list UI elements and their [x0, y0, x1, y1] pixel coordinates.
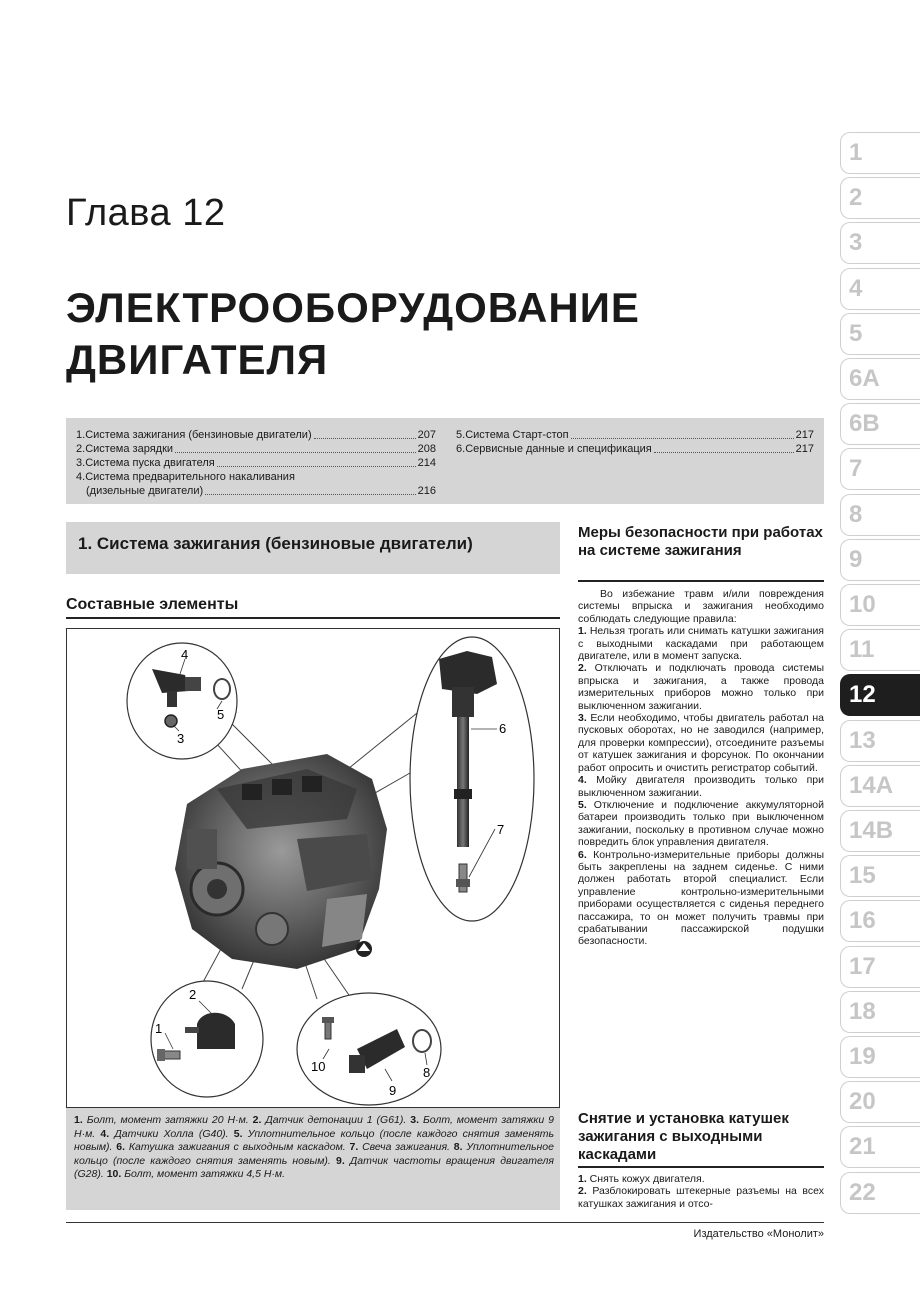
divider	[66, 617, 560, 619]
chapter-tab-13[interactable]: 13	[840, 720, 920, 762]
table-of-contents	[66, 418, 824, 504]
chapter-tab-10[interactable]: 10	[840, 584, 920, 626]
callout-10: 10	[311, 1059, 326, 1074]
toc-item[interactable]: 3.Система пуска двигателя 214	[76, 457, 436, 469]
chapter-tab-4[interactable]: 4	[840, 268, 920, 310]
divider	[578, 1166, 824, 1168]
toc-item[interactable]: 1.Система зажигания (бензиновые двигатели) 207	[76, 429, 436, 441]
chapter-tab-8[interactable]: 8	[840, 494, 920, 536]
components-figure	[66, 628, 560, 1108]
callout-2: 2	[189, 987, 197, 1002]
inset-knock-sensor	[151, 981, 263, 1097]
toc-item[interactable]: 6.Сервисные данные и спецификация 217	[456, 443, 814, 455]
section-title: 1. Система зажигания (бензиновые двигатели)	[78, 534, 473, 553]
safety-heading: Меры безопасности при работах на системе зажигания	[578, 524, 823, 559]
inset-speed-sensor	[297, 993, 441, 1105]
footer-divider	[66, 1222, 824, 1223]
callout-4: 4	[181, 647, 189, 662]
callout-8: 8	[423, 1065, 431, 1080]
components-heading: Составные элементы	[66, 596, 239, 613]
list-item: 1. Нельзя трогать или снимать катушки зажигания с выходными каскадами при работающем двигателе, или в момент запуска.	[578, 625, 824, 663]
chapter-tab-6a[interactable]: 6A	[840, 358, 920, 400]
chapter-tab-1[interactable]: 1	[840, 132, 920, 174]
toc-item[interactable]: 2.Система зарядки 208	[76, 443, 436, 455]
callout-5: 5	[217, 707, 225, 722]
inset-hall-sensor	[127, 643, 237, 759]
list-item: 4. Мойку двигателя производить только при выключенном зажигании.	[578, 774, 824, 799]
chapter-title	[66, 282, 640, 386]
engine-block-illustration	[175, 754, 387, 969]
callout-3: 3	[177, 731, 185, 746]
chapter-tab-11[interactable]: 11	[840, 629, 920, 671]
inset-ignition-coil	[410, 637, 534, 921]
callout-1: 1	[155, 1021, 163, 1036]
chapter-tab-19[interactable]: 19	[840, 1036, 920, 1078]
chapter-tab-18[interactable]: 18	[840, 991, 920, 1033]
figure-caption: 1. Болт, момент затяжки 20 Н·м. 2. Датчик детонации 1 (G61). 3. Болт, момент затяжки 9 Н·м. 4. Датчики Холла (G40). 5. Уплотнительное кольцо (после каждого снятия заменять новым). 6. Катушка зажигания с выходным каскадом. 7. Свеча зажигания. 8. Уплотнительное кольцо (после каждого снятия заменять новым). 9. Датчик частоты вращения двигателя (G28). 10. Болт, момент затяжки 4,5 Н·м.	[74, 1114, 554, 1180]
list-item: 1. Снять кожух двигателя.	[578, 1173, 705, 1185]
removal-heading: Снятие и установка катушек зажигания с выходными каскадами	[578, 1110, 789, 1163]
toc-item[interactable]: 4.Система предварительного накаливания (дизельные двигатели) 216	[76, 471, 436, 497]
list-item: 5. Отключение и подключение аккумуляторной батареи производить только при выключенном зажигании, поскольку в противном случае можно повредить блок управления двигателя.	[578, 798, 824, 849]
chapter-label: Глава 12	[66, 192, 226, 234]
toc-item[interactable]: 5.Система Старт-стоп 217	[456, 429, 814, 441]
chapter-tab-7[interactable]: 7	[840, 448, 920, 490]
chapter-tab-6b[interactable]: 6B	[840, 403, 920, 445]
chapter-tab-12[interactable]: 12	[840, 674, 920, 716]
chapter-tab-21[interactable]: 21	[840, 1126, 920, 1168]
chapter-tab-3[interactable]: 3	[840, 222, 920, 264]
chapter-tab-22[interactable]: 22	[840, 1172, 920, 1214]
chapter-tab-16[interactable]: 16	[840, 900, 920, 942]
chapter-tab-2[interactable]: 2	[840, 177, 920, 219]
divider	[578, 580, 824, 582]
publisher-footer: Издательство «Монолит»	[693, 1228, 824, 1240]
callout-7: 7	[497, 822, 505, 837]
callout-6: 6	[499, 721, 507, 736]
chapter-tab-17[interactable]: 17	[840, 946, 920, 988]
callout-9: 9	[389, 1083, 397, 1098]
safety-text	[578, 588, 824, 948]
chapter-tab-9[interactable]: 9	[840, 539, 920, 581]
list-item: 3. Если необходимо, чтобы двигатель работал на пусковых оборотах, но не заводился (например, для проверки компрессии), отсоедините разъемы от катушек зажигания и форсунок. По окончании работ опросить и очистить регистратор событий.	[578, 712, 824, 774]
chapter-title-line1: ЭЛЕКТРООБОРУДОВАНИЕ	[66, 284, 640, 331]
chapter-tab-15[interactable]: 15	[840, 855, 920, 897]
list-item: 2. Отключать и подключать провода системы впрыска и зажигания, а также провода измерительных приборов можно только при выключенном зажигании.	[578, 662, 824, 712]
list-item: 6. Контрольно-измерительные приборы должны быть закреплены на заднем сиденье. С ними должен работать второй специалист. Если управление контрольно-измерительными приборами осуществляется с сиденья переднего пассажира, то он может получить травмы при срабатывании пассажирской подушки безопасности.	[578, 848, 824, 948]
removal-text	[578, 1173, 824, 1210]
chapter-tab-5[interactable]: 5	[840, 313, 920, 355]
chapter-tab-20[interactable]: 20	[840, 1081, 920, 1123]
engine-diagram	[67, 629, 559, 1107]
chapter-tab-14a[interactable]: 14A	[840, 765, 920, 807]
list-item: 2. Разблокировать штекерные разъемы на всех катушках зажигания и отсо-	[578, 1185, 824, 1210]
chapter-tab-14b[interactable]: 14B	[840, 810, 920, 852]
chapter-title-line2: ДВИГАТЕЛЯ	[66, 336, 329, 383]
paragraph: Во избежание травм и/или повреждения системы впрыска и зажигания необходимо соблюдать следующие правила:	[578, 588, 824, 625]
